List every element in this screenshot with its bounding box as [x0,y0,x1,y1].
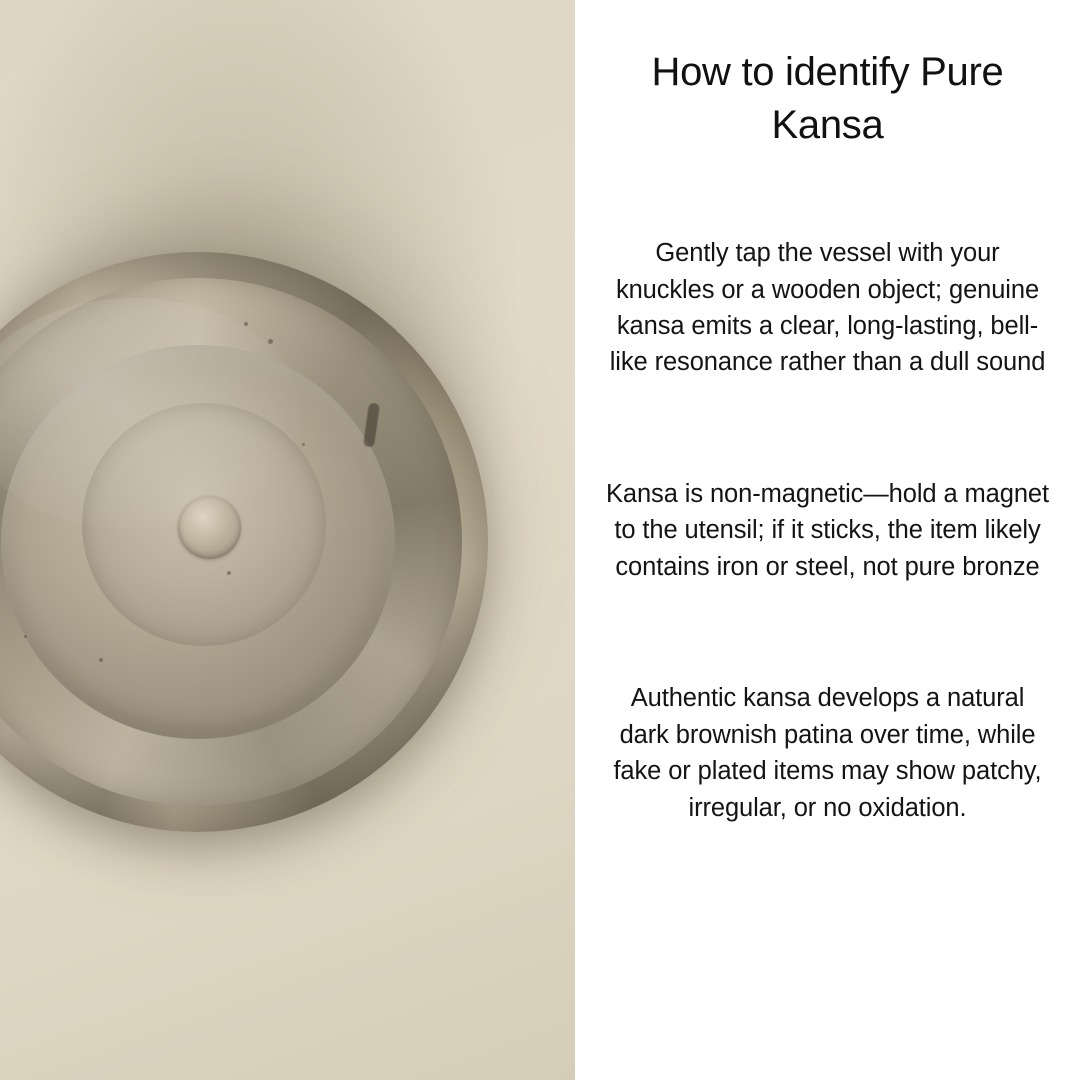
plate-speck [24,635,27,638]
tip-item-2: Kansa is non-magnetic—hold a magnet to the utensil; if it sticks, the item likely contains iron or steel, not pure bronze [605,479,1049,581]
text-pane [575,0,1080,1080]
tip-item-1: Gently tap the vessel with your knuckles or a wooden object; genuine kansa emits a clear, long-lasting, bell-like resonance rather than a dull sound [609,239,1046,377]
tips-list [604,210,1052,852]
plate-speck [227,571,231,575]
page-title: How to identify Pure Kansa [651,50,1004,147]
tip-item-3: Authentic kansa develops a natural dark brownish patina over time, while fake or plated items may show patchy, irregular, or no oxidation. [613,684,1042,822]
plate-speck [268,339,273,344]
